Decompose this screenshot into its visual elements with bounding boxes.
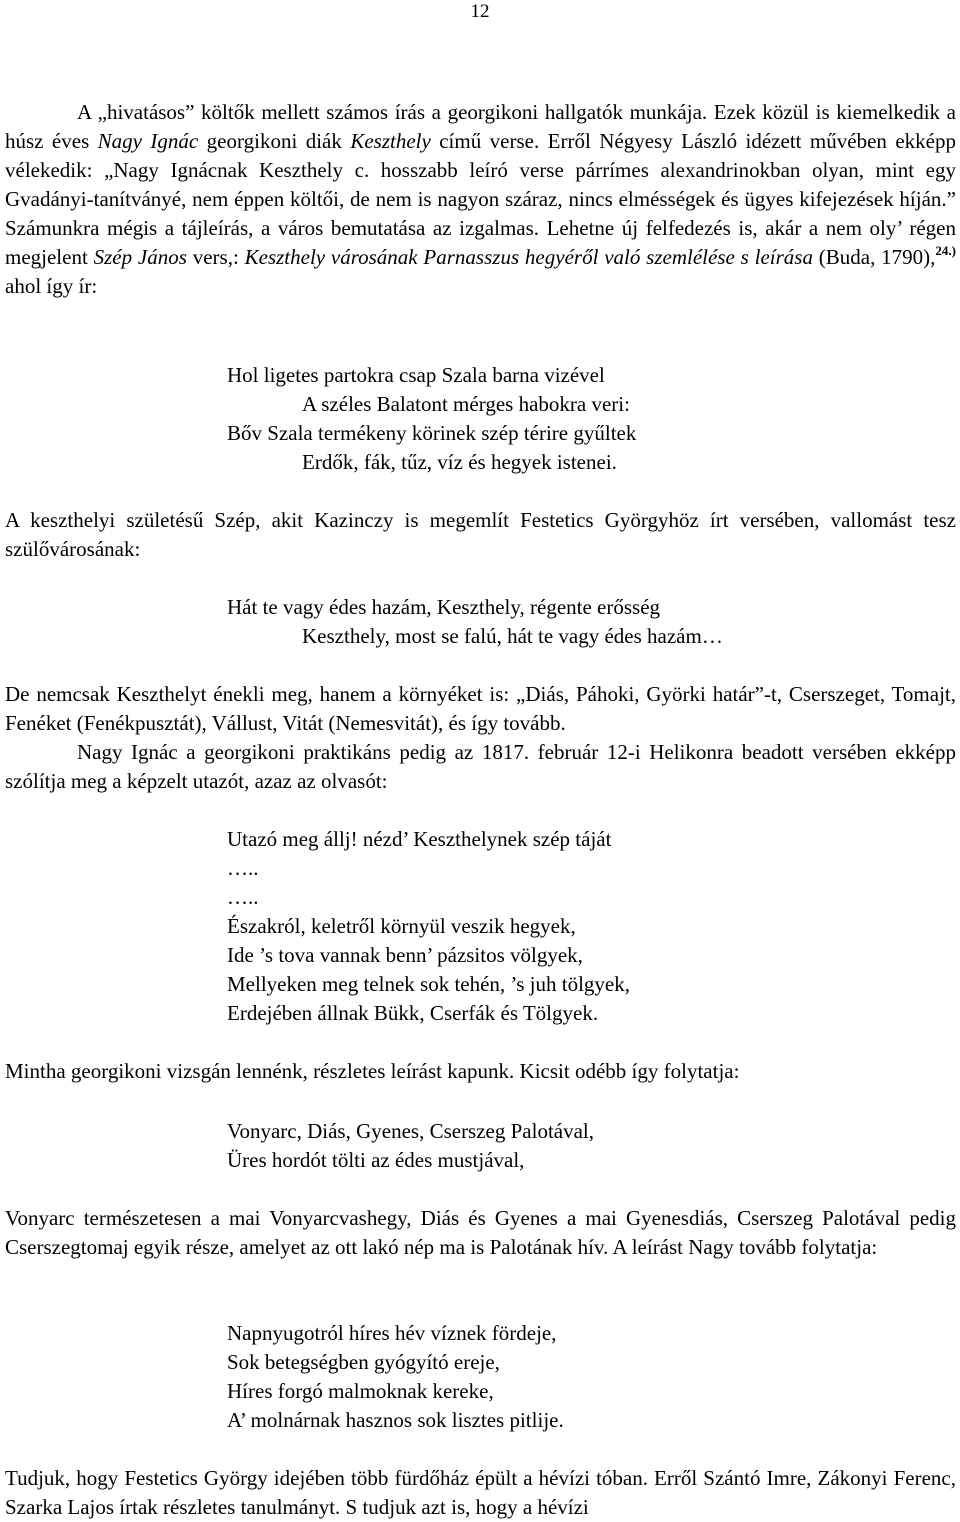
paragraph-7: Tudjuk, hogy Festetics György idejében több fürdőház épült a hévízi tóban. Erről Szántó Imre, Zákonyi Ferenc, Szarka Lajos írtak részletes tanulmányt. S tudjuk azt is, hogy a hévízi [5, 1466, 956, 1519]
poem-line: Hát te vagy édes hazám, Keszthely, régente erősség [227, 595, 661, 619]
paragraph-3: De nemcsak Keszthelyt énekli meg, hanem a környéket is: „Diás, Páhoki, Györki határ”-t, Cserszeget, Tomajt, Fenéket (Fenékpusztát), Vállust, Vitát (Nemesvitát), és így tovább. [5, 682, 956, 735]
poem-line: A’ molnárnak hasznos sok lisztes pitlije. [227, 1408, 564, 1432]
poem-line: Bőv Szala termékeny körinek szép térire gyűltek [227, 421, 637, 445]
paragraph-4: Nagy Ignác a georgikoni praktikáns pedig az 1817. február 12-i Helikonra beadott versében ekképp szólítja meg a képzelt utazót, azaz az olvasót: [5, 740, 956, 793]
poem-excerpt-3 [227, 825, 947, 1028]
italic-work-title: Keszthely városának Parnasszus hegyéről való szemlélése s leírása [244, 245, 813, 269]
poem-line: Napnyugotról híres hév víznek fördeje, [227, 1321, 557, 1345]
poem-excerpt-5 [227, 1319, 947, 1435]
poem-line: ….. [227, 856, 259, 880]
poem-excerpt-1 [227, 361, 947, 477]
poem-line: Üres hordót tölti az édes mustjával, [227, 1148, 525, 1172]
poem-line: Hol ligetes partokra csap Szala barna vizével [227, 363, 605, 387]
poem-excerpt-4 [227, 1117, 947, 1175]
poem-excerpt-2 [227, 593, 947, 651]
italic-author: Szép János [93, 245, 187, 269]
paragraph-6: Vonyarc természetesen a mai Vonyarcvashegy, Diás és Gyenes a mai Gyenesdiás, Cserszeg Palotával pedig Cserszegtomaj egyik része, amelyet az ott lakó nép ma is Palotának hív. A leírást Nagy tovább folytatja: [5, 1206, 956, 1259]
footnote-ref: 24.) [935, 243, 956, 258]
paragraph-2: A keszthelyi születésű Szép, akit Kazinczy is megemlít Festetics Györgyhöz írt versében, vallomást tesz szülővárosának: [5, 508, 956, 561]
poem-line: Keszthely, most se falú, hát te vagy édes hazám… [302, 624, 723, 648]
paragraph-intro: A „hivatásos” költők mellett számos írás a georgikoni hallgatók munkája. Ezek közül is kiemelkedik a húsz éves Nagy Ignác georgikoni diák Keszthely című verse. Erről Négyesy László idézett művében ekképp vélekedik: „Nagy Ignácnak Keszthely c. hosszabb leíró verse párrímes alexandrinokban olyan, mint egy Gvadányi-tanítványé, nem éppen költői, de nem is nagyon száraz, nincs elmésségek és ügyes kifejezések híján.” Számunkra mégis a tájleírás, a város bemutatása az izgalmas. Lehetne új felfedezés is, akár a nem oly’ régen megjelent Szép János vers,: Keszthely városának Parnasszus hegyéről való szemlélése s leírása (Buda, 1790),$^{24.)}$ ahol így ír: [5, 100, 956, 298]
poem-line: Vonyarc, Diás, Gyenes, Cserszeg Palotával, [227, 1119, 595, 1143]
poem-line: A széles Balatont mérges habokra veri: [302, 392, 630, 416]
poem-line: Mellyeken meg telnek sok tehén, ’s juh tölgyek, [227, 972, 630, 996]
page-number: 12 [470, 1, 490, 22]
poem-line: Utazó meg állj! nézd’ Keszthelynek szép táját [227, 827, 612, 851]
poem-line: Erdejében állnak Bükk, Cserfák és Tölgyek. [227, 1001, 599, 1025]
poem-line: Ide ’s tova vannak benn’ pázsitos völgyek, [227, 943, 583, 967]
poem-line: Északról, keletről környül veszik hegyek, [227, 914, 576, 938]
poem-line: ….. [227, 885, 259, 909]
paragraph-5: Mintha georgikoni vizsgán lennénk, részletes leírást kapunk. Kicsit odébb így folytatja: [5, 1059, 740, 1083]
poem-line: Erdők, fák, tűz, víz és hegyek istenei. [302, 450, 617, 474]
poem-line: Híres forgó malmoknak kereke, [227, 1379, 494, 1403]
poem-line: Sok betegségben gyógyító ereje, [227, 1350, 500, 1374]
italic-name: Nagy Ignác [97, 129, 199, 153]
italic-title: Keszthely [350, 129, 431, 153]
